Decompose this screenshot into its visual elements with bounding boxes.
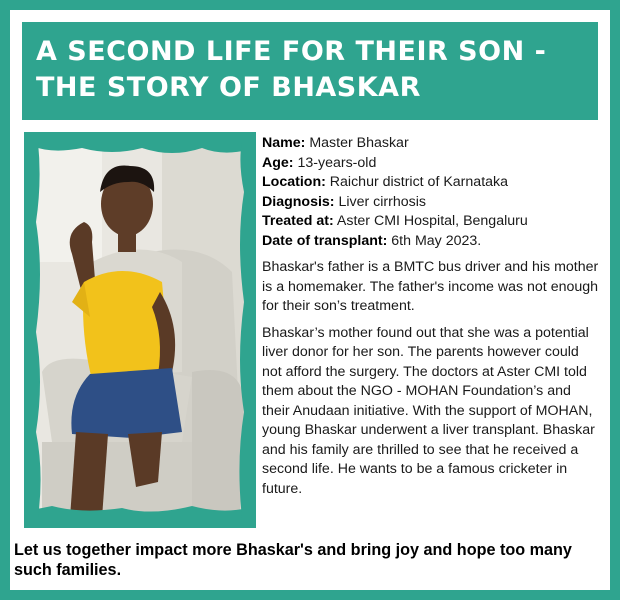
detail-label: Name: [262, 135, 306, 151]
page-title: A SECOND LIFE FOR THEIR SON - THE STORY OF BHASKAR [36, 36, 547, 103]
call-to-action: Let us together impact more Bhaskar's and bring joy and hope too many such families. [14, 541, 572, 579]
detail-location [262, 173, 602, 193]
detail-value: Aster CMI Hospital, Bengaluru [336, 213, 528, 229]
detail-label: Date of transplant: [262, 232, 388, 249]
detail-value: Liver cirrhosis [338, 193, 426, 210]
detail-treated-at [262, 212, 602, 232]
detail-diagnosis [262, 193, 602, 213]
detail-label: Location: [262, 174, 326, 190]
photo-frame [24, 132, 256, 528]
detail-value: Raichur district of Karnataka [329, 174, 509, 190]
title-banner [22, 22, 598, 120]
detail-name [262, 134, 602, 154]
detail-age [262, 154, 602, 174]
detail-label: Treated at: [262, 213, 334, 229]
detail-value: Master Bhaskar [309, 135, 409, 151]
patient-info [262, 134, 602, 499]
detail-value: 6th May 2023. [391, 232, 482, 249]
detail-value: 13-years-old [297, 154, 377, 171]
story-paragraph-family: Bhaskar's father is a BMTC bus driver and his mother is a homemaker. The father's income was not enough for their son’s treatment. [262, 259, 599, 314]
story-paragraph-transplant: Bhaskar’s mother found out that she was a potential liver donor for her son. The parents however could not afford the surgery. The doctors at Aster CMI told them about the NGO - MOHAN Foundation’s and their Anudaan initiative. With the support of MOHAN, young Bhaskar underwent a liver transplant. Bhaskar and his family are thrilled to see that he received a second life. He wants to be a famous cricketer in future. [262, 324, 595, 497]
poster-panel [10, 10, 610, 590]
patient-photo [32, 142, 248, 518]
detail-transplant-date [262, 232, 602, 252]
detail-label: Diagnosis: [262, 193, 335, 210]
detail-label: Age: [262, 154, 294, 171]
